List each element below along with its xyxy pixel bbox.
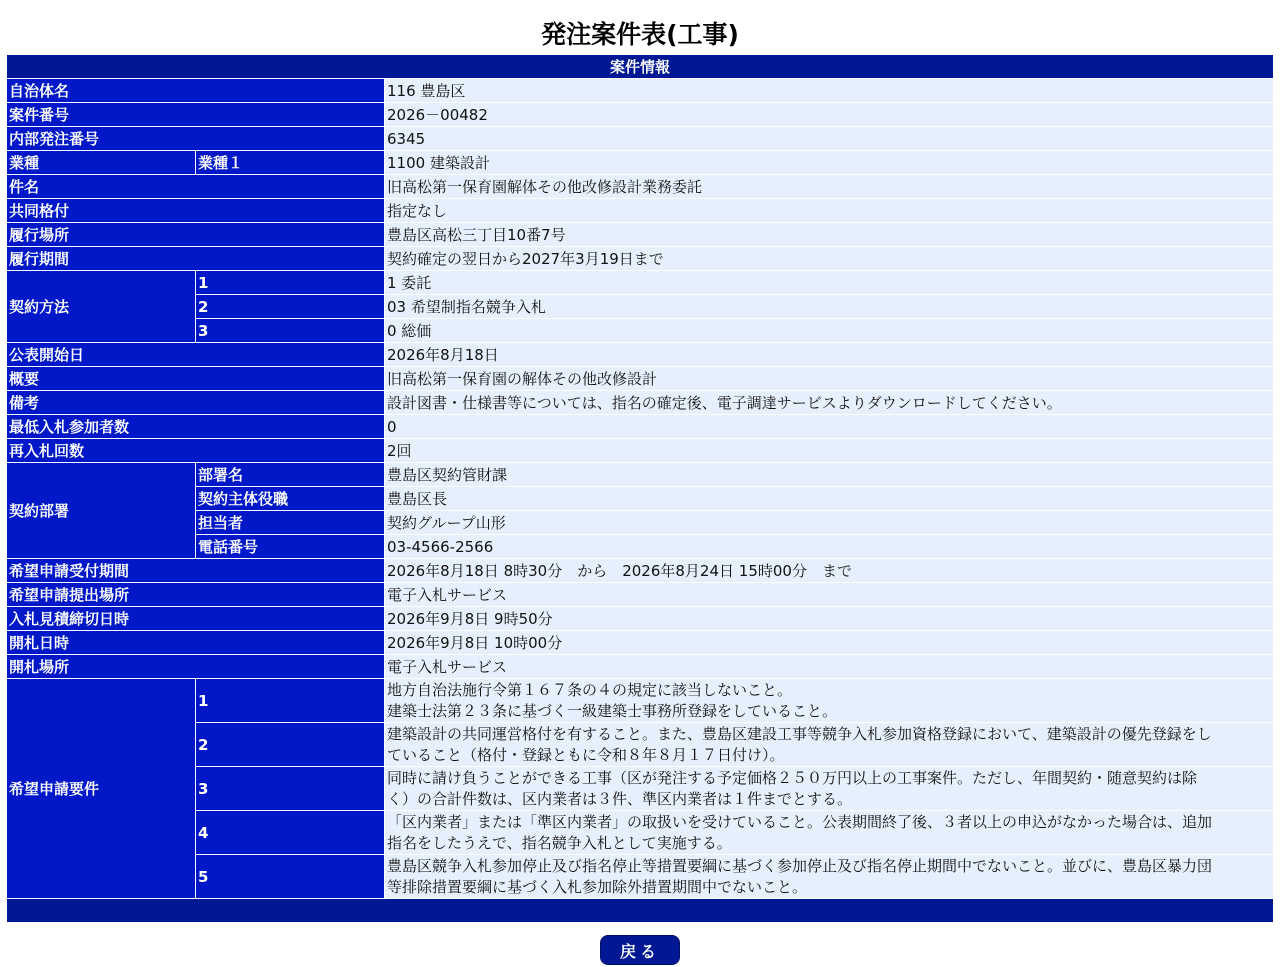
value-shimekiri: 2026年9月8日 9時50分 xyxy=(385,607,1273,630)
yoken-line: く）の合計件数は、区内業者は３件、準区内業者は１件までとする。 xyxy=(387,789,853,808)
value-uketsuke: 2026年8月18日 8時30分 から 2026年8月24日 15時00分 まで xyxy=(385,559,1273,582)
row-keiyaku-busho-1 xyxy=(7,463,1273,486)
row-yoken-4 xyxy=(7,811,1273,854)
row-keiyaku-hoho-1 xyxy=(7,271,1273,294)
yoken-line: 豊島区競争入札参加停止及び指名停止等措置要綱に基づく参加停止及び指名停止期間中でないこと。並びに、豊島区暴力団 xyxy=(387,856,1213,875)
yoken-line: 指名をしたうえで、指名競争入札として実施する。 xyxy=(387,833,732,852)
label-gyoshu: 業種 xyxy=(7,151,195,174)
label-kenmei: 件名 xyxy=(7,175,384,198)
yoken-line: 建築士法第２３条に基づく一級建築士事務所登録をしていること。 xyxy=(387,701,838,720)
table-header-row xyxy=(7,55,1273,78)
value-basho: 豊島区高松三丁目10番7号 xyxy=(385,223,1273,246)
label-teishutsu: 希望申請提出場所 xyxy=(7,583,384,606)
row-shimekiri xyxy=(7,607,1273,630)
row-gyoshu xyxy=(7,151,1273,174)
row-saitei xyxy=(7,415,1273,438)
row-kaisatsu-nichiji xyxy=(7,631,1273,654)
keiyaku-hoho-no: 1 xyxy=(196,271,384,294)
yoken-no: 5 xyxy=(196,855,384,898)
yoken-value xyxy=(385,723,1273,766)
value-kaisatsu-basho: 電子入札サービス xyxy=(385,655,1273,678)
yoken-no: 2 xyxy=(196,723,384,766)
label-keiyaku-hoho: 契約方法 xyxy=(7,271,195,342)
label-basho: 履行場所 xyxy=(7,223,384,246)
value-biko: 設計図書・仕様書等については、指名の確定後、電子調達サービスよりダウンロードしてください。 xyxy=(385,391,1273,414)
yoken-value xyxy=(385,855,1273,898)
row-keiyaku-busho-3 xyxy=(7,511,1273,534)
row-yoken-5 xyxy=(7,855,1273,898)
label-keiyaku-busho: 契約部署 xyxy=(7,463,195,558)
label-kaisatsu-nichiji: 開札日時 xyxy=(7,631,384,654)
row-kohyo xyxy=(7,343,1273,366)
button-area xyxy=(0,935,1280,965)
row-sainyusatsu xyxy=(7,439,1273,462)
keiyaku-hoho-value: 1 委託 xyxy=(385,271,1273,294)
label-uketsuke: 希望申請受付期間 xyxy=(7,559,384,582)
row-yoken-3 xyxy=(7,767,1273,810)
sublabel-denwa: 電話番号 xyxy=(196,535,384,558)
yoken-value xyxy=(385,767,1273,810)
value-kaisatsu-nichiji: 2026年9月8日 10時00分 xyxy=(385,631,1273,654)
value-anken-no: 2026－00482 xyxy=(385,103,1273,126)
table-footer-row xyxy=(7,899,1273,922)
value-kohyo: 2026年8月18日 xyxy=(385,343,1273,366)
label-naibu-no: 内部発注番号 xyxy=(7,127,384,150)
yoken-line: 建築設計の共同運営格付を有すること。また、豊島区建設工事等競争入札参加資格登録において、建築設計の優先登録をし xyxy=(387,724,1212,743)
row-gaiyo xyxy=(7,367,1273,390)
label-anken-no: 案件番号 xyxy=(7,103,384,126)
row-uketsuke xyxy=(7,559,1273,582)
value-naibu-no: 6345 xyxy=(385,127,1273,150)
keiyaku-hoho-no: 3 xyxy=(196,319,384,342)
keiyaku-hoho-no: 2 xyxy=(196,295,384,318)
section-header: 案件情報 xyxy=(7,55,1273,78)
yoken-value xyxy=(385,811,1273,854)
yoken-line: 同時に請け負うことができる工事（区が発注する予定価格２５０万円以上の工事案件。ただし、年間契約・随意契約は除 xyxy=(387,768,1198,787)
label-saitei: 最低入札参加者数 xyxy=(7,415,384,438)
row-anken-no xyxy=(7,103,1273,126)
sublabel-tantosha: 担当者 xyxy=(196,511,384,534)
yoken-line: ていること（格付・登録ともに令和８年８月１７日付け）。 xyxy=(387,745,785,764)
label-kaisatsu-basho: 開札場所 xyxy=(7,655,384,678)
value-gaiyo: 旧高松第一保育園の解体その他改修設計 xyxy=(385,367,1273,390)
label-jichitai: 自治体名 xyxy=(7,79,384,102)
sublabel-gyoshu: 業種１ xyxy=(196,151,384,174)
yoken-no: 3 xyxy=(196,767,384,810)
row-keiyaku-busho-4 xyxy=(7,535,1273,558)
value-gyoshu: 1100 建築設計 xyxy=(385,151,1273,174)
label-yoken: 希望申請要件 xyxy=(7,679,195,898)
row-keiyaku-hoho-2 xyxy=(7,295,1273,318)
label-shimekiri: 入札見積締切日時 xyxy=(7,607,384,630)
value-sainyusatsu: 2回 xyxy=(385,439,1273,462)
label-kohyo: 公表開始日 xyxy=(7,343,384,366)
yoken-line: 等排除措置要綱に基づく入札参加除外措置期間中でないこと。 xyxy=(387,877,808,896)
value-saitei: 0 xyxy=(385,415,1273,438)
value-kikan: 契約確定の翌日から2027年3月19日まで xyxy=(385,247,1273,270)
yoken-line: 「区内業者」または「準区内業者」の取扱いを受けていること。公表期間終了後、３者以上の申込がなかった場合は、追加 xyxy=(387,812,1213,831)
value-tantosha: 契約グループ山形 xyxy=(385,511,1273,534)
label-biko: 備考 xyxy=(7,391,384,414)
table-footer-bar xyxy=(7,899,1273,922)
row-jichitai xyxy=(7,79,1273,102)
row-kaisatsu-basho xyxy=(7,655,1273,678)
sublabel-shutai-yakushoku: 契約主体役職 xyxy=(196,487,384,510)
row-basho xyxy=(7,223,1273,246)
row-yoken-2 xyxy=(7,723,1273,766)
value-jichitai: 116 豊島区 xyxy=(385,79,1273,102)
value-shutai-yakushoku: 豊島区長 xyxy=(385,487,1273,510)
label-sainyusatsu: 再入札回数 xyxy=(7,439,384,462)
row-kyodo xyxy=(7,199,1273,222)
label-kyodo: 共同格付 xyxy=(7,199,384,222)
value-kyodo: 指定なし xyxy=(385,199,1273,222)
keiyaku-hoho-value: 0 総価 xyxy=(385,319,1273,342)
page-title: 発注案件表(工事) xyxy=(541,20,739,49)
back-button[interactable]: 戻る xyxy=(600,935,680,965)
row-kenmei xyxy=(7,175,1273,198)
value-teishutsu: 電子入札サービス xyxy=(385,583,1273,606)
row-naibu-no xyxy=(7,127,1273,150)
label-kikan: 履行期間 xyxy=(7,247,384,270)
row-teishutsu xyxy=(7,583,1273,606)
yoken-no: 4 xyxy=(196,811,384,854)
sublabel-busho-mei: 部署名 xyxy=(196,463,384,486)
value-kenmei: 旧高松第一保育園解体その他改修設計業務委託 xyxy=(385,175,1273,198)
value-denwa: 03-4566-2566 xyxy=(385,535,1273,558)
label-gaiyo: 概要 xyxy=(7,367,384,390)
row-keiyaku-hoho-3 xyxy=(7,319,1273,342)
row-keiyaku-busho-2 xyxy=(7,487,1273,510)
row-kikan xyxy=(7,247,1273,270)
row-biko xyxy=(7,391,1273,414)
keiyaku-hoho-value: 03 希望制指名競争入札 xyxy=(385,295,1273,318)
yoken-line: 地方自治法施行令第１６７条の４の規定に該当しないこと。 xyxy=(387,680,793,699)
case-info-table xyxy=(6,54,1274,923)
row-yoken-1 xyxy=(7,679,1273,722)
value-busho-mei: 豊島区契約管財課 xyxy=(385,463,1273,486)
yoken-value xyxy=(385,679,1273,722)
yoken-no: 1 xyxy=(196,679,384,722)
